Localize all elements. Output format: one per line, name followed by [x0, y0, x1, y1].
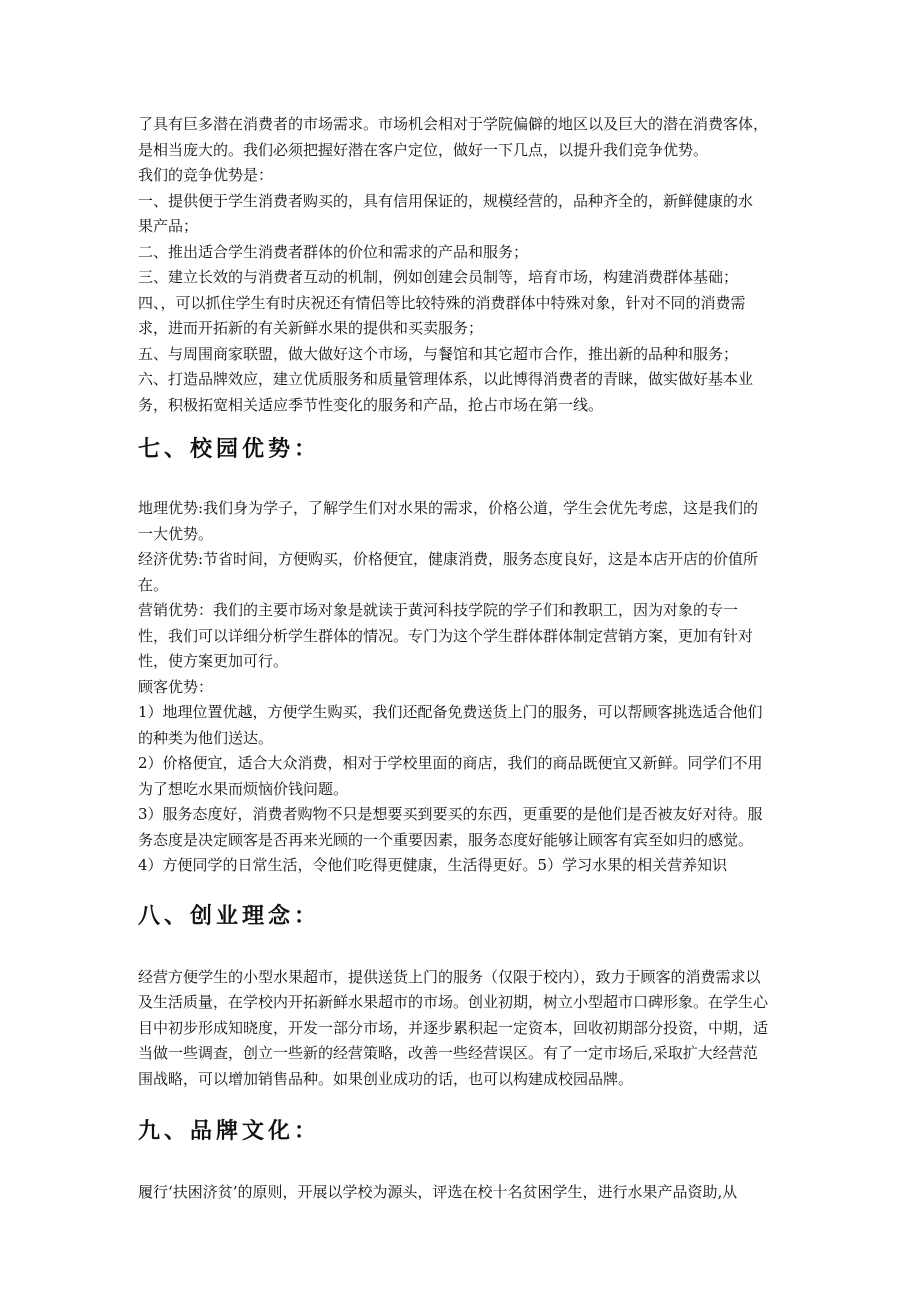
paragraph-line: 一、提供便于学生消费者购买的，具有信用保证的，规模经营的，品种齐全的，新鲜健康的水: [138, 191, 754, 210]
paragraph-line: 六、打造品牌效应，建立优质服务和质量管理体系，以此博得消费者的青睐，做实做好基本业: [138, 370, 754, 388]
paragraph-line: 五、与周围商家联盟，做大做好这个市场，与餐馆和其它超市合作，推出新的品种和服务；: [138, 344, 739, 363]
paragraph-line: 地理优势:我们身为学子，了解学生们对水果的需求，价格公道，学生会优先考虑，这是我们的: [138, 499, 759, 517]
paragraph-line: 四、，可以抓住学生有时庆祝还有情侣等比较特殊的消费群体中特殊对象，针对不同的消费需: [138, 293, 746, 312]
paragraph-line: 围战略，可以增加销售品种。如果创业成功的话，也可以构建成校园品牌。: [138, 1069, 634, 1088]
paragraph-line: 的种类为他们送达。: [138, 728, 274, 747]
paragraph-line: 营销优势：我们的主要市场对象是就读于黄河科技学院的学子们和教职工，因为对象的专一: [138, 601, 739, 619]
paragraph-line: 及生活质量，在学校内开拓新鲜水果超市的市场。创业初期，树立小型超市口碑形象。在学生心: [138, 993, 769, 1011]
intro-section: [138, 112, 788, 418]
paragraph-line: 务态度是决定顾客是否再来光顾的一个重要因素，服务态度好能够让顾客有宾至如归的感觉。: [138, 830, 754, 849]
campus-advantage-section: [138, 496, 788, 879]
paragraph-line: 顾客优势：: [138, 677, 214, 696]
document-page: [138, 112, 788, 1206]
paragraph-line: 我们的竞争优势是：: [138, 166, 274, 184]
business-philosophy-section: [138, 965, 788, 1093]
paragraph-line: 2）价格便宜，适合大众消费，相对于学校里面的商店，我们的商品既便宜又新鲜。同学们不用: [138, 754, 763, 772]
paragraph-line: 经济优势:节省时间，方便购买，价格便宜，健康消费，服务态度良好，这是本店开店的价值所: [138, 550, 759, 568]
paragraph-line: 3）服务态度好，消费者购物不只是想要买到要买的东西，更重要的是他们是否被友好对待。服: [138, 805, 763, 823]
paragraph-line: 1）地理位置优越，方便学生购买，我们还配备免费送货上门的服务，可以帮顾客挑选适合他们: [138, 703, 763, 721]
paragraph-line: 目中初步形成知晓度，开发一部分市场，并逐步累积起一定资本，回收初期部分投资，中期，适: [138, 1018, 769, 1037]
paragraph-line: 4）方便同学的日常生活，令他们吃得更健康，生活得更好。5）学习水果的相关营养知识: [138, 856, 728, 874]
paragraph-line: 果产品；: [138, 217, 199, 235]
section-heading-brand-culture: 九、品牌文化：: [138, 1118, 321, 1144]
paragraph-line: 为了想吃水果而烦恼价钱问题。: [138, 779, 349, 798]
section-heading-campus-advantage: 七、校园优势：: [138, 436, 321, 462]
paragraph-line: 性，我们可以详细分析学生群体的情况。专门为这个学生群体群体制定营销方案，更加有针对: [138, 626, 754, 645]
paragraph-line: 求，进而开拓新的有关新鲜水果的提供和买卖服务；: [138, 319, 484, 337]
paragraph-line: 务，积极拓宽相关适应季节性变化的服务和产品，抢占市场在第一线。: [138, 395, 604, 414]
paragraph-line: 一大优势。: [138, 524, 214, 543]
paragraph-line: 三、建立长效的与消费者互动的机制，例如创建会员制等，培育市场，构建消费群体基础；: [138, 268, 739, 286]
paragraph-line: 二、推出适合学生消费者群体的价位和需求的产品和服务；: [138, 242, 529, 261]
paragraph-line: 在。: [138, 575, 169, 594]
paragraph-line: 履行‘扶困济贫’的原则，开展以学校为源头，评选在校十名贫困学生，进行水果产品资助,从: [138, 1183, 738, 1201]
paragraph-line: 是相当庞大的。我们必须把握好潜在客户定位，做好一下几点，以提升我们竞争优势。: [138, 140, 709, 159]
section-heading-business-philosophy: 八、创业理念：: [138, 902, 321, 929]
paragraph-line: 当做一些调查，创立一些新的经营策略，改善一些经营误区。有了一定市场后,采取扩大经营范: [138, 1044, 758, 1062]
paragraph-line: 了具有巨多潜在消费者的市场需求。市场机会相对于学院偏僻的地区以及巨大的潜在消费客体，: [138, 115, 769, 133]
brand-culture-section: [138, 1180, 788, 1206]
paragraph-line: 经营方便学生的小型水果超市，提供送货上门的服务（仅限于校内），致力于顾客的消费需求以: [138, 967, 761, 986]
paragraph-line: 性，使方案更加可行。: [138, 652, 289, 670]
